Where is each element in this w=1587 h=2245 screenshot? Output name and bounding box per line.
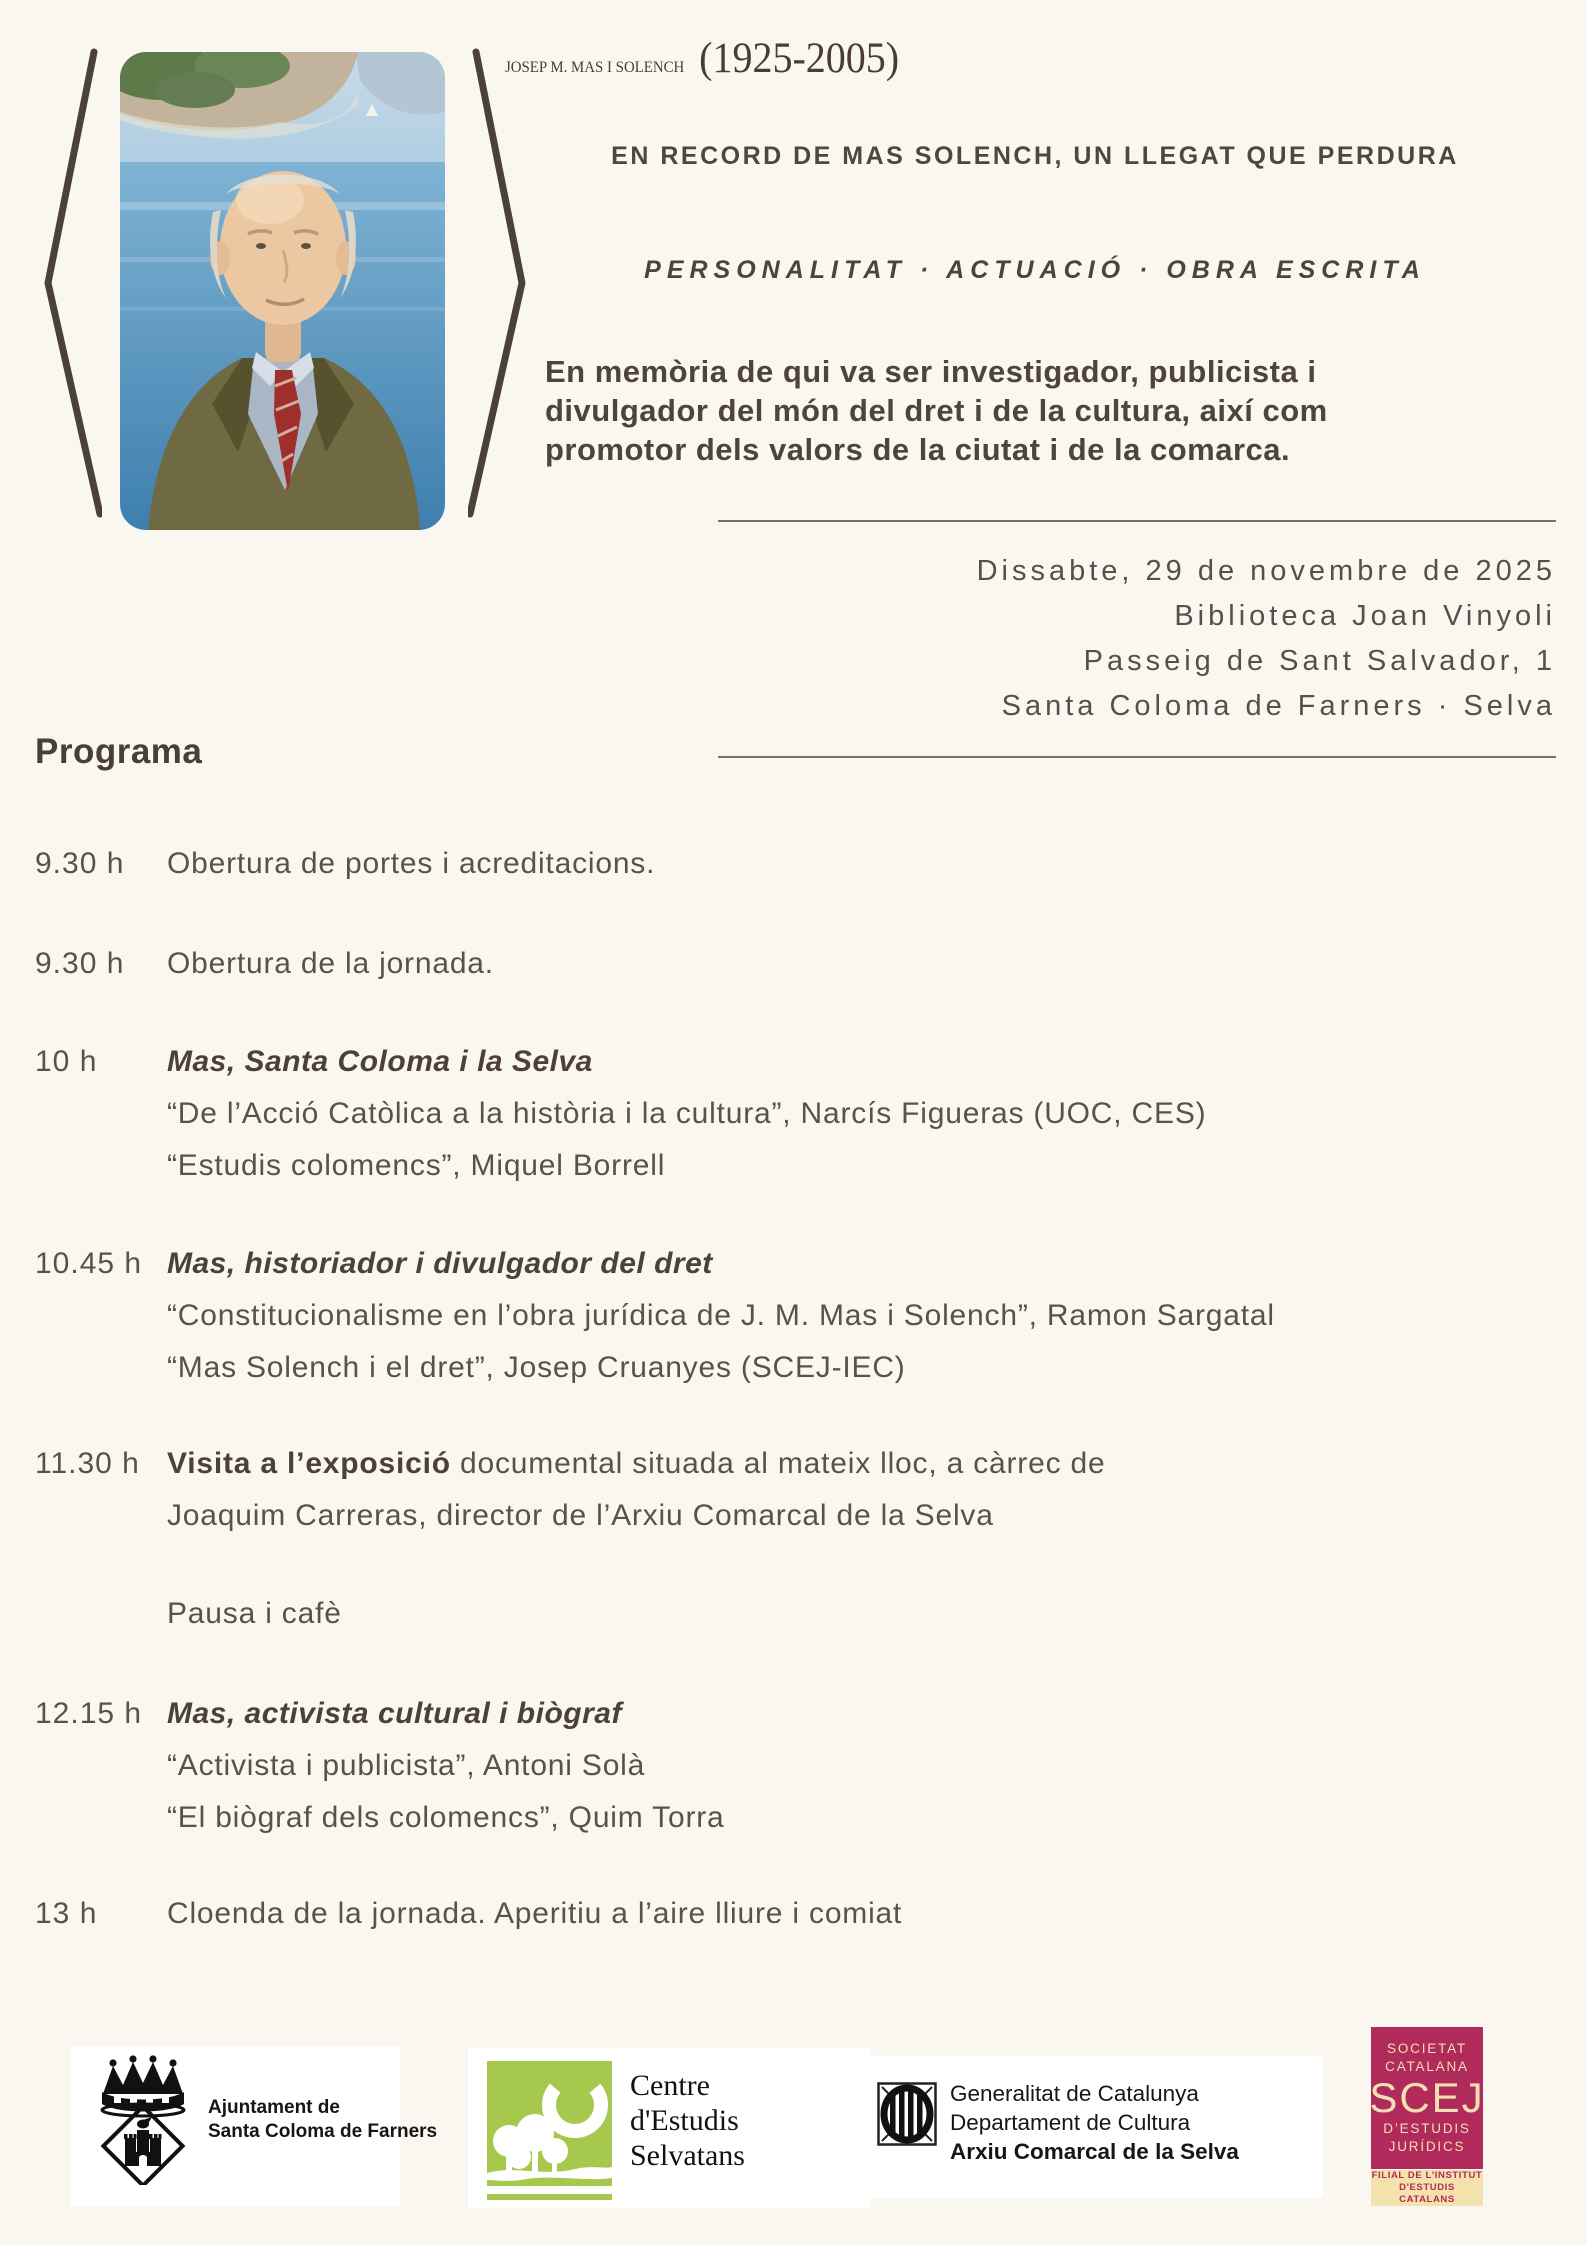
- intro-line: divulgador del món del dret i de la cultura, així com: [545, 393, 1328, 428]
- program-row: [35, 1036, 1537, 1192]
- session-line: “Estudis colomencs”, Miquel Borrell: [167, 1149, 666, 1182]
- session-line: “Mas Solench i el dret”, Josep Cruanyes (SCEJ-IEC): [167, 1351, 906, 1384]
- scej-line4: JURÍDICS: [1388, 2139, 1466, 2154]
- session-title: Mas, historiador i divulgador del dret: [167, 1247, 713, 1280]
- session-title: Mas, Santa Coloma i la Selva: [167, 1045, 593, 1078]
- program-row: [35, 938, 1537, 990]
- scej-line3: D’ESTUDIS: [1383, 2121, 1471, 2136]
- program-row: [35, 1438, 1537, 1542]
- gencat-line2: Departament de Cultura: [950, 2110, 1191, 2135]
- program-row: [35, 1888, 1537, 1940]
- program-row: [35, 1588, 1537, 1640]
- left-angle-bracket-decoration: [42, 48, 102, 518]
- session-line: [167, 1438, 1537, 1490]
- ces-label: [630, 2068, 745, 2173]
- ces-logo-icon: [487, 2061, 612, 2186]
- event-city: Santa Coloma de Farners · Selva: [1001, 690, 1556, 722]
- event-venue: Biblioteca Joan Vinyoli: [1174, 600, 1556, 632]
- intro-paragraph: [545, 352, 1555, 469]
- title-name: JOSEP M. MAS I SOLENCH: [505, 59, 685, 76]
- subtitle: EN RECORD DE MAS SOLENCH, UN LLEGAT QUE PERDURA: [611, 142, 1459, 170]
- ajuntament-crest-icon: [88, 2053, 198, 2185]
- ajuntament-line2: Santa Coloma de Farners: [208, 2121, 438, 2142]
- session-line: “Constitucionalisme en l’obra jurídica de J. M. Mas i Solench”, Ramon Sargatal: [167, 1299, 1275, 1332]
- scej-line2: CATALANA: [1385, 2059, 1469, 2074]
- program-description: [167, 1438, 1537, 1542]
- ajuntament-line1: Ajuntament de: [208, 2097, 340, 2118]
- page-title: [505, 34, 1505, 83]
- program-description: Cloenda de la jornada. Aperitiu a l’aire lliure i comiat: [167, 1897, 903, 1930]
- event-address: Passeig de Sant Salvador, 1: [1083, 645, 1556, 677]
- gencat-line1: Generalitat de Catalunya: [950, 2081, 1199, 2106]
- intro-line: En memòria de qui va ser investigador, publicista i: [545, 354, 1317, 389]
- program-description: [167, 1238, 1537, 1394]
- program-time: 9.30 h: [35, 947, 125, 980]
- program-time: 11.30 h: [35, 1447, 140, 1480]
- program-row: [35, 838, 1537, 890]
- event-date: Dissabte, 29 de novembre de 2025: [976, 555, 1556, 587]
- portrait-photo: [120, 52, 445, 530]
- session-line: Joaquim Carreras, director de l’Arxiu Comarcal de la Selva: [167, 1499, 994, 1532]
- program-time: 10 h: [35, 1045, 98, 1078]
- ces-line1: Centre: [630, 2069, 710, 2102]
- ces-line3: Selvatans: [630, 2139, 745, 2172]
- program-description: Obertura de portes i acreditacions.: [167, 847, 656, 880]
- program-description: [167, 1036, 1537, 1192]
- scej-sub2: D'ESTUDIS CATALANS: [1399, 2182, 1455, 2205]
- ajuntament-label: [208, 2096, 437, 2144]
- scej-box: [1371, 2027, 1483, 2169]
- session-title: Mas, activista cultural i biògraf: [167, 1697, 622, 1730]
- event-details: [718, 520, 1556, 758]
- program-time: 12.15 h: [35, 1697, 143, 1730]
- ces-line2: d'Estudis: [630, 2104, 739, 2137]
- program-time: 13 h: [35, 1897, 98, 1930]
- session-line: “Activista i publicista”, Antoni Solà: [167, 1749, 646, 1782]
- gencat-senyera-icon: [877, 2082, 937, 2146]
- session-title-inline: Visita a l’exposició: [167, 1447, 451, 1480]
- program-time: 9.30 h: [35, 847, 125, 880]
- program-heading: Programa: [35, 732, 203, 771]
- program-time: 10.45 h: [35, 1247, 143, 1280]
- program-row: [35, 1688, 1537, 1844]
- ces-underline-bar: [487, 2194, 612, 2200]
- header: [505, 34, 1580, 83]
- session-line: “De l’Acció Catòlica a la història i la cultura”, Narcís Figueras (UOC, CES): [167, 1097, 1207, 1130]
- program-description: Obertura de la jornada.: [167, 947, 494, 980]
- session-line-rest: documental situada al mateix lloc, a càrrec de: [450, 1447, 1106, 1480]
- scej-logo: [1371, 2027, 1483, 2206]
- scej-subtitle-strip: [1371, 2170, 1483, 2206]
- scej-acronym: SCEJ: [1369, 2074, 1485, 2121]
- gencat-line3: Arxiu Comarcal de la Selva: [950, 2139, 1239, 2164]
- scej-line1: SOCIETAT: [1387, 2041, 1467, 2056]
- session-line: “El biògraf dels colomencs”, Quim Torra: [167, 1801, 725, 1834]
- program-description: Pausa i cafè: [167, 1597, 342, 1630]
- tagline: PERSONALITAT · ACTUACIÓ · OBRA ESCRITA: [644, 256, 1426, 284]
- program-description: [167, 1688, 1537, 1844]
- program-row: [35, 1238, 1537, 1394]
- intro-line: promotor dels valors de la ciutat i de la comarca.: [545, 432, 1291, 467]
- scej-sub1: FILIAL DE L'INSTITUT: [1371, 2170, 1483, 2181]
- title-years: (1925-2005): [699, 35, 900, 82]
- gencat-label: [950, 2079, 1239, 2166]
